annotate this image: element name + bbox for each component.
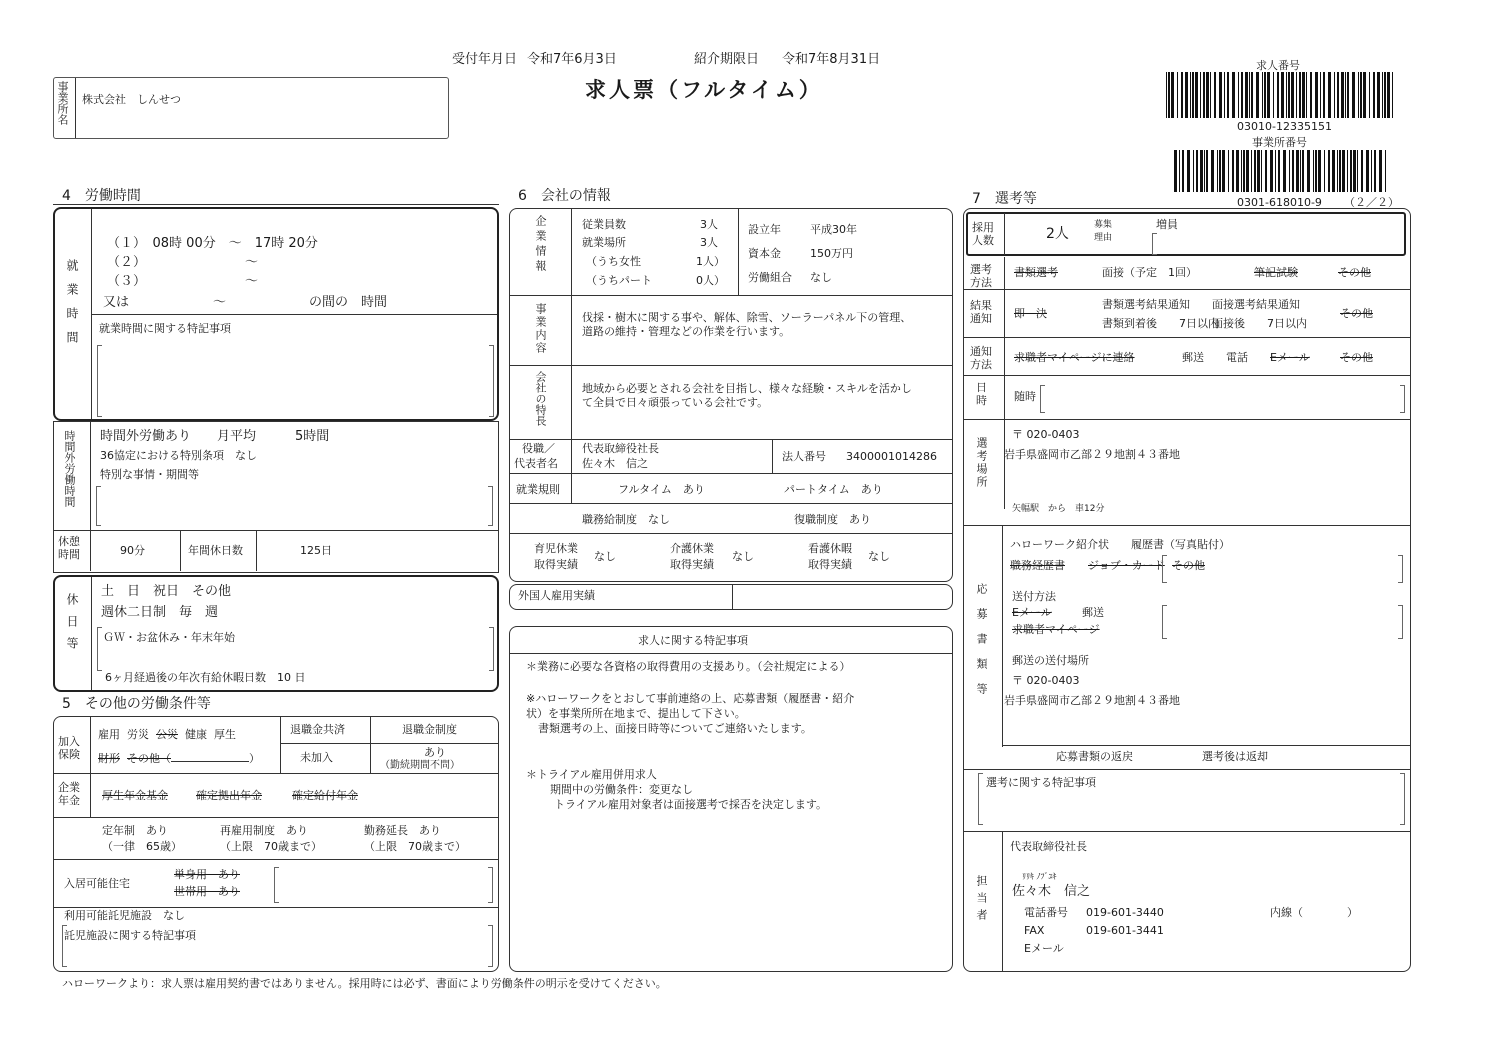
- foreign-hire-box: [509, 584, 953, 610]
- retire-system-value: あり: [424, 746, 446, 759]
- holiday-1: 土 日 祝日 その他: [101, 584, 232, 599]
- work-hours-label: 就業時間: [65, 259, 79, 355]
- capital: 150万円: [810, 247, 853, 260]
- female: 1人）: [696, 255, 725, 268]
- received-date: 令和7年6月3日: [527, 52, 617, 67]
- docs-resume: 職務経歴書: [1010, 559, 1065, 572]
- special-1: ＊業務に必要な各資格の取得費用の支援あり。（会社規定による）: [526, 660, 851, 673]
- note-label: 選考に関する特記事項: [986, 776, 1096, 789]
- page-indicator: （２／２）: [1344, 196, 1399, 209]
- company-name-label: 事業所名: [56, 81, 69, 125]
- retire-age-detail: （一律 65歳）: [102, 840, 182, 853]
- annual-holidays-value: 125日: [300, 544, 332, 557]
- result-interview: 面接選考結果通知: [1212, 298, 1300, 311]
- section5-box: [53, 716, 499, 972]
- place-access: 矢幅駅 から 車12分: [1012, 504, 1105, 514]
- mail-address: 岩手県盛岡市乙部２９地割４３番地: [1004, 694, 1180, 707]
- method-interview: 面接（予定 1回）: [1102, 266, 1197, 279]
- overtime-3: 特別な事情・期間等: [100, 468, 199, 481]
- mail-label: 郵送の送付場所: [1012, 654, 1089, 667]
- result-interview-value: 面接後 7日以内: [1212, 317, 1307, 330]
- section6-box: [509, 208, 953, 582]
- care-leave-2: 取得実績: [670, 558, 714, 571]
- or-tilde: ～: [213, 295, 227, 310]
- overtime-label: 時間外労働時間: [63, 430, 76, 507]
- corp-no-label: 法人番号: [782, 450, 826, 463]
- childcare-note: 託児施設に関する特記事項: [64, 929, 196, 942]
- section7-title: 7 選考等: [972, 191, 1037, 207]
- job-number-barcode: [1164, 72, 1398, 118]
- holiday-label: 休日等: [65, 593, 79, 659]
- result-immediate: 即 決: [1014, 307, 1047, 320]
- break-box: [53, 531, 499, 573]
- fax: 019-601-3441: [1086, 924, 1164, 937]
- result-doc: 書類選考結果通知: [1102, 298, 1190, 311]
- pension-item-2: 確定拠出年金: [196, 789, 262, 802]
- place-address: 岩手県盛岡市乙部２９地割４３番地: [1004, 448, 1180, 461]
- business-1: 伐採・樹木に関する事や、解体、除雪、ソーラーパネル下の管理、: [582, 311, 912, 324]
- retire-aid-label: 退職金共済: [290, 723, 345, 736]
- corp-no: 3400001014286: [846, 450, 937, 463]
- duty-pay: 職務給制度 なし: [582, 513, 670, 526]
- special-2: ※ハローワークをとおして事前連絡の上、応募書類（履歴書・紹介: [526, 692, 855, 705]
- section6-title: 6 会社の情報: [518, 188, 611, 204]
- docs-jobcard: ジョブ・カード: [1088, 559, 1165, 572]
- method-other: その他: [1338, 266, 1371, 279]
- rules-label: 就業規則: [516, 483, 560, 496]
- holiday-2: 週休二日制 毎 週: [101, 605, 219, 620]
- pension-item-1: 厚生年金基金: [102, 789, 168, 802]
- contact-kana: ﾘﾘｷ ﾉﾌﾞﾕｷ: [1022, 872, 1057, 881]
- care-leave-1: 介護休業: [670, 542, 714, 555]
- notify-mypage: 求職者マイページに連絡: [1014, 351, 1135, 364]
- overtime-box: [53, 421, 499, 531]
- union-label: 労働組合: [748, 271, 792, 284]
- break-label: 休憩時間: [58, 535, 80, 562]
- employees-label: 従業員数: [582, 218, 626, 231]
- overtime-1: 時間外労働あり 月平均 5時間: [100, 429, 330, 444]
- childcare-leave-1: 育児休業: [534, 542, 578, 555]
- notify-other: その他: [1340, 351, 1373, 364]
- method-written: 筆記試験: [1254, 266, 1298, 279]
- rules-part: パートタイム あり: [784, 483, 883, 496]
- return-label: 応募書類の返戻: [1056, 750, 1133, 763]
- founded: 平成30年: [810, 223, 857, 236]
- docs-label: 応募書類等: [975, 583, 988, 708]
- housing-label: 入居可能住宅: [64, 877, 130, 890]
- job-number-label: 求人番号: [1256, 59, 1300, 72]
- shift-3: （３）: [107, 274, 147, 289]
- office-number-barcode: [1172, 150, 1392, 192]
- send-email: Eメール: [1012, 606, 1052, 619]
- employees: 3人: [700, 218, 718, 231]
- tel-label: 電話番号: [1024, 906, 1068, 919]
- ext-label: 内線（ ）: [1270, 906, 1358, 919]
- or-tail: の間の 時間: [309, 295, 388, 310]
- hires-label: 採用人数: [972, 221, 994, 248]
- extension: 勤務延長 あり: [364, 824, 441, 837]
- nursing-leave-1: 看護休暇: [808, 542, 852, 555]
- result-label: 結果通知: [970, 299, 992, 326]
- founded-label: 設立年: [748, 223, 781, 236]
- childcare: 利用可能託児施設 なし: [64, 909, 185, 922]
- office-number-label: 事業所番号: [1252, 136, 1307, 149]
- section7-box: [963, 208, 1411, 972]
- rep-name: 佐々木 信之: [582, 457, 648, 470]
- section4-title: 4 労働時間: [62, 188, 141, 204]
- place-zip: 〒 020-0403: [1012, 428, 1080, 441]
- docs-other: その他: [1172, 559, 1205, 572]
- retire-system-note: （勤続期間不問）: [380, 760, 460, 771]
- annual-holidays-label: 年間休日数: [188, 544, 243, 557]
- rules-full: フルタイム あり: [618, 483, 705, 496]
- insurance-label: 加入保険: [58, 735, 80, 762]
- place-label: 選考場所: [975, 437, 988, 489]
- contact-label: 担当者: [975, 875, 988, 926]
- received-label: 受付年月日: [452, 52, 518, 67]
- send-label: 送付方法: [1012, 590, 1056, 603]
- retire-aid-value: 未加入: [300, 751, 333, 764]
- special-notes-title: 求人に関する特記事項: [638, 634, 748, 647]
- special-4: 書類選考の上、面接日時等についてご連絡いたします。: [538, 722, 812, 735]
- office-number: 0301-618010-9: [1237, 196, 1322, 209]
- reinstate: 復職制度 あり: [794, 513, 871, 526]
- feature-1: 地域から必要とされる会社を目指し、様々な経験・スキルを活かし: [582, 382, 912, 395]
- capital-label: 資本金: [748, 247, 781, 260]
- part-label: （うちパート: [586, 274, 652, 287]
- date-label: 日時: [976, 381, 987, 408]
- contact-title: 代表取締役社長: [1010, 840, 1087, 853]
- rep-label-1: 役職／: [522, 442, 555, 455]
- reason: 増員: [1156, 218, 1178, 231]
- rep-label-2: 代表者名: [514, 457, 558, 470]
- job-number: 03010-12335151: [1237, 120, 1332, 133]
- housing-single: 単身用 あり: [174, 868, 240, 881]
- method-label: 選考方法: [970, 263, 992, 290]
- company-info-label: 企業情報: [534, 215, 547, 275]
- or-text: 又は: [103, 295, 130, 310]
- holiday-4: 6ヶ月経過後の年次有給休暇日数 10 日: [105, 671, 306, 684]
- childcare-leave-2: 取得実績: [534, 558, 578, 571]
- business-label: 事業内容: [534, 303, 547, 355]
- shift-1: （１） 08時 00分 ～ 17時 20分: [107, 236, 318, 251]
- footer-note: ハローワークより：求人票は雇用契約書ではありません。採用時には必ず、書面により労働条件の明示を受けてください。: [62, 977, 667, 990]
- page-title: 求人票（フルタイム）: [585, 78, 823, 102]
- send-post: 郵送: [1082, 606, 1104, 619]
- childcare-leave-value: なし: [594, 550, 616, 563]
- pension-item-3: 確定給付年金: [292, 789, 358, 802]
- part: 0人）: [696, 274, 725, 287]
- docs-1: ハローワーク紹介状 履歴書（写真貼付）: [1010, 538, 1230, 551]
- reason-label: 募集理由: [1094, 220, 1113, 243]
- nursing-leave-2: 取得実績: [808, 558, 852, 571]
- result-other: その他: [1340, 307, 1373, 320]
- ins-row2: 財形 その他（ ）: [98, 752, 260, 765]
- holiday-box: [53, 575, 499, 692]
- work-hours-box: [53, 207, 499, 421]
- send-mypage: 求職者マイページ: [1012, 623, 1100, 636]
- foreign-hire-label: 外国人雇用実績: [518, 589, 595, 602]
- notify-email: Eメール: [1270, 351, 1310, 364]
- shift-2-tilde: ～: [245, 255, 259, 270]
- union: なし: [810, 271, 832, 284]
- company-name-box: [53, 77, 449, 139]
- shift-2: （２）: [107, 255, 147, 270]
- special-7: トライアル雇用対象者は面接選考で採否を決定します。: [554, 798, 828, 811]
- female-label: （うち女性: [586, 255, 641, 268]
- date-value: 随時: [1014, 390, 1036, 403]
- email-label: Eメール: [1024, 942, 1064, 955]
- tel: 019-601-3440: [1086, 906, 1164, 919]
- mail-zip: 〒 020-0403: [1012, 674, 1080, 687]
- fax-label: FAX: [1024, 924, 1045, 937]
- feature-2: て全員で日々頑張っている会社です。: [582, 396, 769, 409]
- nursing-leave-value: なし: [868, 550, 890, 563]
- site: 3人: [700, 236, 718, 249]
- special-5: ＊トライアル雇用併用求人: [526, 768, 657, 781]
- shift-3-tilde: ～: [245, 274, 259, 289]
- rehire: 再雇用制度 あり: [220, 824, 308, 837]
- hires: 2人: [1046, 226, 1069, 242]
- housing-family: 世帯用 あり: [174, 885, 240, 898]
- retire-age: 定年制 あり: [102, 824, 168, 837]
- expiry-date: 令和7年8月31日: [782, 52, 881, 67]
- pension-label: 企業年金: [58, 781, 80, 808]
- extension-detail: （上限 70歳まで）: [364, 840, 466, 853]
- special-6: 期間中の労働条件：変更なし: [550, 783, 693, 796]
- feature-label: 会社の特長: [534, 371, 547, 426]
- rehire-detail: （上限 70歳まで）: [220, 840, 322, 853]
- work-hours-special-label: 就業時間に関する特記事項: [99, 322, 231, 335]
- result-doc-value: 書類到着後 7日以内: [1102, 317, 1219, 330]
- overtime-2: 36協定における特別条項 なし: [100, 449, 257, 462]
- notify-phone: 電話: [1226, 351, 1248, 364]
- notify-label: 通知方法: [970, 345, 992, 372]
- expiry-label: 紹介期限日: [694, 52, 760, 67]
- rep-title: 代表取締役社長: [582, 442, 659, 455]
- holiday-3: ＧＷ・お盆休み・年末年始: [103, 631, 235, 644]
- break-value: 90分: [120, 544, 145, 557]
- business-2: 道路の維持・管理などの作業を行います。: [582, 325, 791, 338]
- site-label: 就業場所: [582, 236, 626, 249]
- ins-row1: 雇用 労災 公災 健康 厚生: [98, 728, 236, 741]
- return-value: 選考後は返却: [1202, 750, 1268, 763]
- special-3: 状）を事業所所在地まで、提出して下さい。: [526, 707, 746, 720]
- special-notes-box: [509, 626, 953, 972]
- care-leave-value: なし: [732, 550, 754, 563]
- method-doc: 書類選考: [1014, 266, 1058, 279]
- section5-title: 5 その他の労働条件等: [62, 696, 211, 712]
- contact-name: 佐々木 信之: [1012, 884, 1091, 899]
- company-name: 株式会社 しんせつ: [82, 93, 181, 106]
- notify-post: 郵送: [1182, 351, 1204, 364]
- retire-system-label: 退職金制度: [402, 723, 457, 736]
